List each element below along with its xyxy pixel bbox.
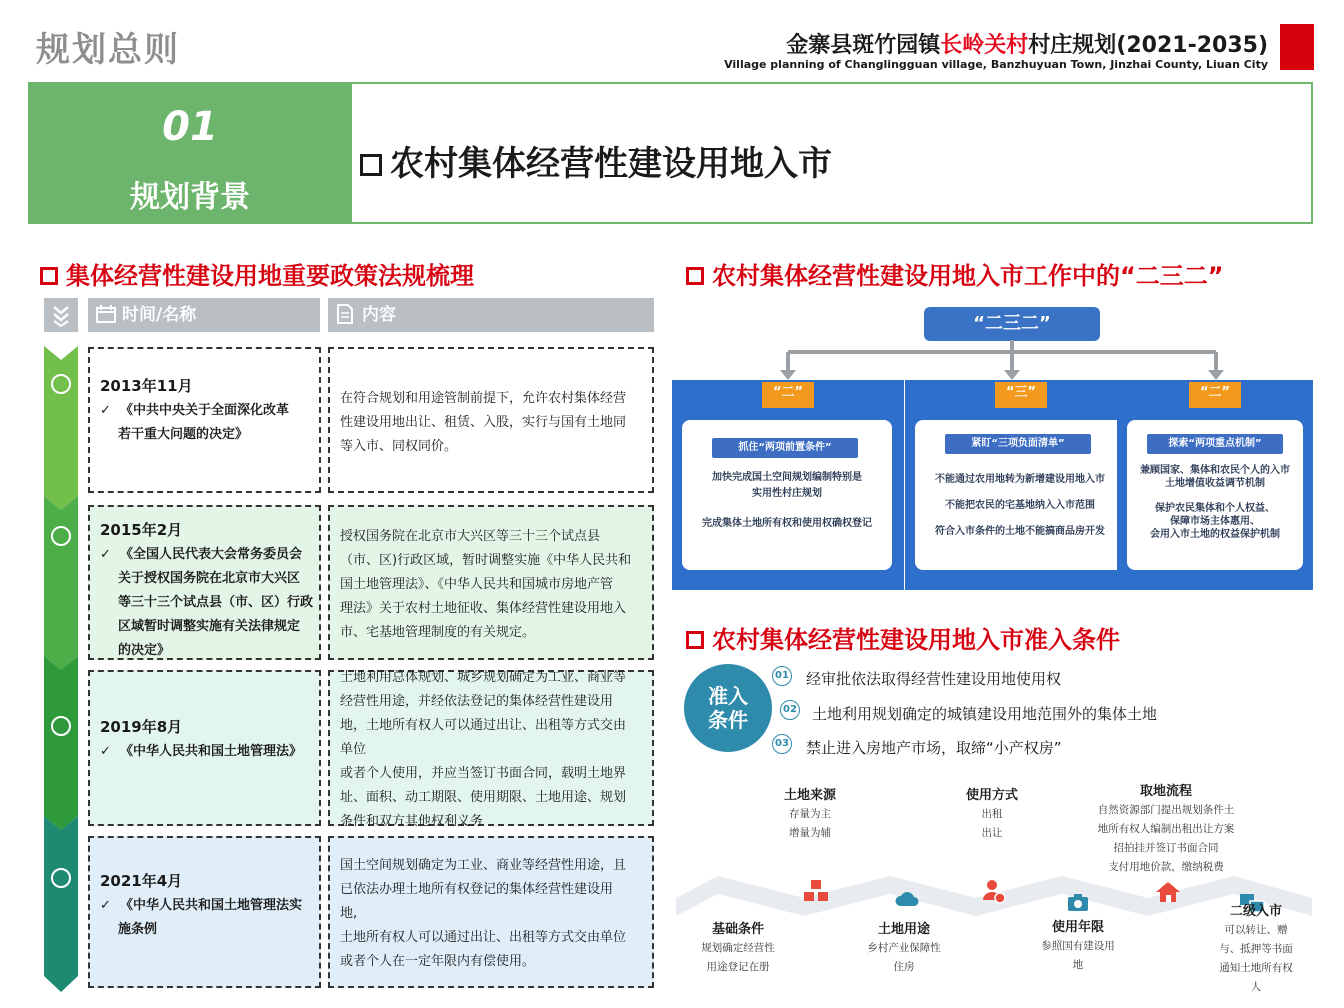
info-line: 出让 xyxy=(981,827,1003,839)
content-line: 在符合规划和用途管制前提下，允许农村集体经营 xyxy=(340,391,627,406)
row-time-cell xyxy=(88,505,321,660)
info-item-title: 基础条件 xyxy=(711,922,764,937)
info-line: 支付用地价款，缴纳税费 xyxy=(1108,861,1224,873)
condition-text: 经审批依法取得经营性建设用地使用权 xyxy=(806,670,1062,688)
row-content-cell xyxy=(328,670,654,829)
content-line: 授权国务院在北京市大兴区等三十三个试点县 xyxy=(340,529,601,544)
law-line: 等三十三个试点县（市、区）行政 xyxy=(118,595,314,610)
content-line: 性建设用地出让、租赁、入股，实行与国有土地同 xyxy=(340,415,627,430)
row-law xyxy=(100,543,315,663)
row-content xyxy=(340,387,645,459)
content-line: （市、区)行政区域，暂时调整实施《中华人民共和 xyxy=(340,553,632,568)
condition-number: 01 xyxy=(772,666,792,686)
info-line: 自然资源部门提出规划条件土 xyxy=(1097,804,1235,816)
timeline-dot xyxy=(51,716,71,736)
law-line: 区域暂时调整实施有关法律规定 xyxy=(118,619,301,634)
right-section-title-1-text: 农村集体经营性建设用地入市工作中的“二三二” xyxy=(712,262,1224,290)
row-content xyxy=(340,525,645,645)
content-line: 条件和双方其他权利义务 xyxy=(340,814,484,829)
row-law xyxy=(100,894,315,942)
page-title: 规划总则 xyxy=(36,30,180,70)
camera-icon xyxy=(1066,892,1090,912)
law-line-text: 《中华人民共和国土地管理法实 xyxy=(119,898,302,913)
category-line: 保障市场主体惠用、 xyxy=(1170,516,1260,527)
content-line: 或者个人使用，并应当签订书面合同，载明土地界 xyxy=(340,766,627,781)
law-line: 的决定》 xyxy=(118,643,171,658)
checkbox-square-icon xyxy=(686,631,704,649)
section-label: 规划背景 xyxy=(130,180,250,215)
row-date: 2019年8月 xyxy=(100,718,183,736)
content-line: 等入市、同权同价。 xyxy=(340,439,458,454)
category-line: 会用入市土地的权益保护机制 xyxy=(1150,529,1280,540)
content-line: 土地利用总体规划、城乡规划确定为工业、商业等 xyxy=(340,670,627,685)
law-line-text: 《全国人民代表大会常务委员会 xyxy=(119,547,302,562)
law-line: 若干重大问题的决定》 xyxy=(118,427,249,442)
category-card xyxy=(672,380,904,590)
calendar-icon xyxy=(96,305,116,323)
project-title-highlight: 长岭关村 xyxy=(940,33,1029,58)
user-add-icon xyxy=(982,878,1006,904)
row-content-cell xyxy=(328,836,654,988)
law-line: ✓ 《中共中央关于全面深化改革 xyxy=(100,403,289,418)
checkbox-square-icon xyxy=(686,267,704,285)
info-line: 人 xyxy=(1250,981,1262,993)
row-law xyxy=(100,399,315,447)
content-line: 国土空间规划确定为工业、商业等经营性用途，且 xyxy=(340,858,627,873)
info-item-body xyxy=(846,939,962,977)
category-text xyxy=(1129,464,1301,541)
row-time-cell xyxy=(88,347,321,493)
diagram-root: “二三二” xyxy=(924,307,1100,341)
condition-number: 03 xyxy=(772,734,792,754)
info-line: 招拍挂并签订书面合同 xyxy=(1113,842,1219,854)
timeline-arrow xyxy=(44,346,78,992)
category-line: 不能把农民的宅基地纳入入市范围 xyxy=(945,500,1095,511)
row-content-cell xyxy=(328,505,654,660)
category-card xyxy=(1117,380,1313,590)
condition-number: 02 xyxy=(780,700,800,720)
info-line: 乡村产业保障性 xyxy=(867,942,941,954)
info-item-title: 取地流程 xyxy=(1139,784,1192,799)
category-tag: “三” xyxy=(995,382,1047,408)
category-line: 符合入市条件的土地不能搞商品房开发 xyxy=(935,526,1105,537)
law-line: ✓ 《中华人民共和国土地管理法实 xyxy=(100,898,302,913)
info-item xyxy=(846,918,962,977)
category-card xyxy=(905,380,1137,590)
access-conditions-badge xyxy=(684,664,772,752)
content-line: 土地所有权人可以通过出让、出租等方式交由单位 xyxy=(340,930,627,945)
right-section-title-2 xyxy=(686,620,1120,655)
row-content-cell xyxy=(328,347,654,493)
category-line: 完成集体土地所有权和使用权确权登记 xyxy=(702,518,872,529)
info-line: 地 xyxy=(1072,959,1084,971)
info-line: 地所有权人编制出租出让方案 xyxy=(1097,823,1235,835)
timeline-dot xyxy=(51,526,71,546)
info-line: 出租 xyxy=(981,808,1003,820)
info-item-body xyxy=(1206,921,1306,997)
content-line: 地，土地所有权人可以通过出让、出租等方式交由 xyxy=(340,718,627,733)
category-line: 不能通过农用地转为新增建设用地入市 xyxy=(935,474,1105,485)
category-card-body xyxy=(682,420,892,570)
category-line: 实用性村庄规划 xyxy=(752,488,822,499)
info-item-title: 土地用途 xyxy=(877,922,930,937)
law-line: ✓ 《全国人民代表大会常务委员会 xyxy=(100,547,302,562)
category-line: 加快完成国土空间规划编制特别是 xyxy=(712,472,862,483)
info-item xyxy=(1080,780,1252,877)
law-line-text: 《中共中央关于全面深化改革 xyxy=(119,403,289,418)
category-line: 保护农民集体和个人权益、 xyxy=(1155,503,1275,514)
content-line: 理法》关于农村土地征收、集体经营性建设用地入 xyxy=(340,601,627,616)
category-line: 土地增值收益调节机制 xyxy=(1165,478,1265,489)
law-line: ✓ 《中华人民共和国土地管理法》 xyxy=(100,744,302,759)
info-item-body xyxy=(750,805,870,843)
row-content xyxy=(340,854,645,974)
info-line: 参照国有建设用 xyxy=(1041,940,1115,952)
category-pill: 抓住“两项前置条件” xyxy=(712,438,858,458)
category-text xyxy=(686,470,888,532)
table-header-time-label: 时间/名称 xyxy=(122,305,197,325)
content-line: 市、宅基地管理制度的有关规定。 xyxy=(340,625,536,640)
brand-red-block xyxy=(1280,24,1314,70)
blocks-icon xyxy=(802,878,830,904)
info-item-title: 使用年限 xyxy=(1051,920,1104,935)
row-date: 2021年4月 xyxy=(100,872,183,890)
document-icon xyxy=(336,304,354,324)
row-time-cell xyxy=(88,836,321,988)
info-item-body xyxy=(932,805,1052,843)
law-line: 施条例 xyxy=(118,922,158,937)
house-icon xyxy=(1154,880,1182,904)
project-title xyxy=(786,28,1268,59)
category-pill: 紧盯“三项负面清单” xyxy=(945,434,1091,454)
info-line: 存量为主 xyxy=(789,808,831,820)
table-header-icon-cell xyxy=(44,298,78,332)
info-line: 用途登记在册 xyxy=(706,961,770,973)
right-section-title-1 xyxy=(686,256,1224,291)
content-line: 经营性用途，并经依法登记的集体经营性建设用 xyxy=(340,694,614,709)
row-date: 2015年2月 xyxy=(100,521,183,539)
info-item xyxy=(1020,916,1136,975)
table-header-time xyxy=(88,298,320,332)
info-item xyxy=(1206,900,1306,997)
content-line: 单位 xyxy=(340,742,367,757)
row-law xyxy=(100,740,315,764)
project-title-suffix: 村庄规划(2021-2035) xyxy=(1028,33,1268,58)
content-line: 或者个人在一定年限内有偿使用。 xyxy=(340,954,536,969)
checkbox-square-icon xyxy=(40,267,58,285)
access-label-2: 条件 xyxy=(708,708,748,732)
section-title xyxy=(360,136,832,185)
row-content xyxy=(340,666,645,834)
row-date: 2013年11月 xyxy=(100,377,193,395)
info-item xyxy=(932,784,1052,843)
info-item-title: 使用方式 xyxy=(965,788,1018,803)
access-label-1: 准入 xyxy=(708,684,748,708)
info-item-body xyxy=(1080,801,1252,877)
category-tag: “二” xyxy=(1189,382,1241,408)
cloud-icon xyxy=(894,890,920,910)
info-line: 增量为辅 xyxy=(789,827,831,839)
content-line: 国土地管理法》、《中华人民共和国城市房地产管 xyxy=(340,577,614,592)
left-section-title-text: 集体经营性建设用地重要政策法规梳理 xyxy=(66,262,474,290)
law-line: 关于授权国务院在北京市大兴区 xyxy=(118,571,301,586)
info-item xyxy=(750,784,870,843)
info-line: 与、抵押等书面 xyxy=(1219,943,1293,955)
checkbox-square-icon xyxy=(360,154,382,176)
left-section-title xyxy=(40,256,474,291)
category-line: 兼顾国家、集体和农民个人的入市 xyxy=(1140,465,1290,476)
info-line: 规划确定经营性 xyxy=(701,942,775,954)
timeline-dot xyxy=(51,374,71,394)
info-item-body xyxy=(680,939,796,977)
category-tag: “二” xyxy=(762,382,814,408)
project-subtitle: Village planning of Changlingguan village, Banzhuyuan Town, Jinzhai County, Liuan City xyxy=(724,58,1268,71)
row-time-cell xyxy=(88,670,321,826)
info-item-body xyxy=(1020,937,1136,975)
right-section-title-2-text: 农村集体经营性建设用地入市准入条件 xyxy=(712,626,1120,654)
category-text xyxy=(919,472,1121,540)
table-header-content xyxy=(328,298,654,332)
project-title-prefix: 金寨县斑竹园镇 xyxy=(786,33,941,58)
timeline-dot xyxy=(51,868,71,888)
category-pill: 探索“两项重点机制” xyxy=(1147,434,1283,454)
content-line: 已依法办理土地所有权登记的集体经营性建设用 xyxy=(340,882,614,897)
info-item xyxy=(680,918,796,977)
content-line: 址、面积、动工期限、使用期限、土地用途、规划 xyxy=(340,790,627,805)
category-card-body xyxy=(1127,420,1303,570)
diagram-connectors xyxy=(770,340,1250,384)
condition-text: 土地利用规划确定的城镇建设用地范围外的集体土地 xyxy=(812,705,1158,723)
table-header-content-label: 内容 xyxy=(362,305,396,325)
info-line: 可以转让、赠 xyxy=(1224,924,1288,936)
category-card-body xyxy=(915,420,1125,570)
info-item-title: 土地来源 xyxy=(783,788,836,803)
law-line-text: 《中华人民共和国土地管理法》 xyxy=(119,744,302,759)
content-line: 地, xyxy=(340,906,358,921)
info-line: 住房 xyxy=(893,961,915,973)
double-chevron-down-icon xyxy=(51,303,71,327)
info-item-title: 二级入市 xyxy=(1229,904,1282,919)
info-line: 通知土地所有权 xyxy=(1219,962,1293,974)
section-title-text: 农村集体经营性建设用地入市 xyxy=(390,144,832,184)
section-number: 01 xyxy=(162,104,218,150)
condition-text: 禁止进入房地产市场，取缔“小产权房” xyxy=(806,739,1062,757)
